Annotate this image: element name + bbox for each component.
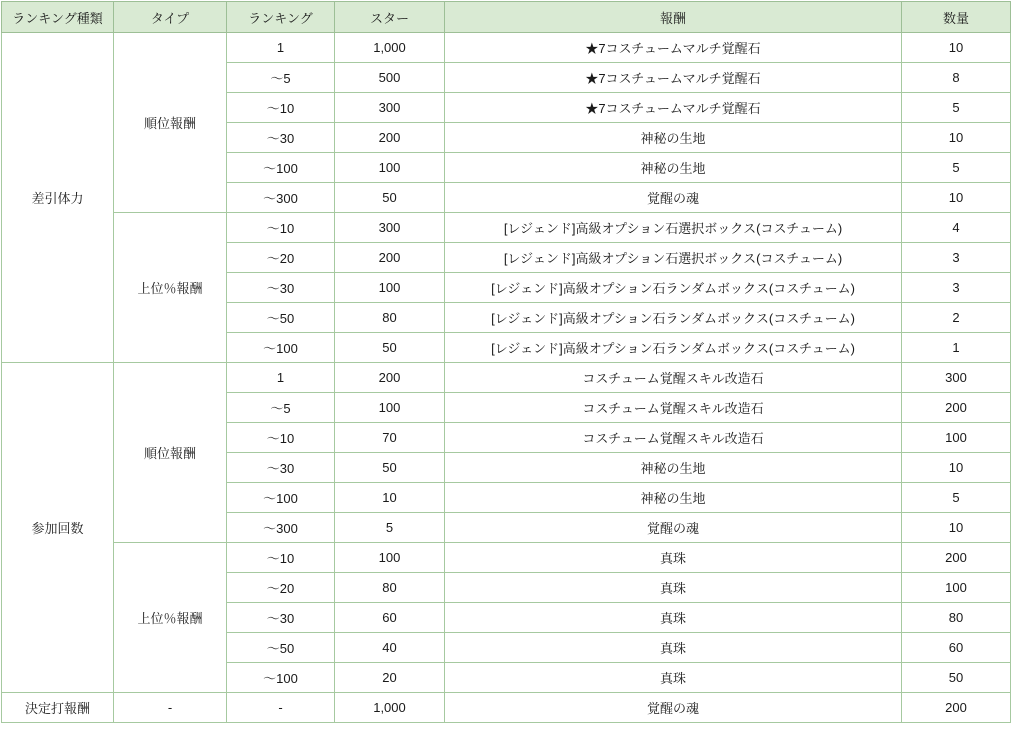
cell-star: 1,000 [335, 693, 445, 723]
cell-quantity: 3 [902, 273, 1011, 303]
cell-ranking: ～100 [227, 663, 335, 693]
cell-quantity: 1 [902, 333, 1011, 363]
cell-reward: 真珠 [445, 663, 902, 693]
cell-reward: 覚醒の魂 [445, 513, 902, 543]
cell-star: 10 [335, 483, 445, 513]
cell-star: 20 [335, 663, 445, 693]
cell-ranking: ～30 [227, 453, 335, 483]
cell-ranking: ～30 [227, 123, 335, 153]
cell-reward: コスチューム覚醒スキル改造石 [445, 393, 902, 423]
cell-quantity: 50 [902, 663, 1011, 693]
cell-quantity: 200 [902, 393, 1011, 423]
cell-quantity: 300 [902, 363, 1011, 393]
cell-reward: 真珠 [445, 543, 902, 573]
cell-star: 200 [335, 123, 445, 153]
cell-star: 1,000 [335, 33, 445, 63]
cell-type: - [114, 693, 227, 723]
column-header-type: タイプ [114, 2, 227, 33]
cell-type: 上位％報酬 [114, 213, 227, 363]
cell-star: 100 [335, 153, 445, 183]
cell-ranking: ～5 [227, 393, 335, 423]
cell-reward: コスチューム覚醒スキル改造石 [445, 423, 902, 453]
cell-reward: [レジェンド]高級オプション石ランダムボックス(コスチューム) [445, 273, 902, 303]
cell-ranking: ～10 [227, 543, 335, 573]
table-row [2, 363, 1011, 393]
cell-reward: [レジェンド]高級オプション石選択ボックス(コスチューム) [445, 243, 902, 273]
cell-reward: 神秘の生地 [445, 153, 902, 183]
table-row [2, 543, 1011, 573]
cell-type: 順位報酬 [114, 33, 227, 213]
cell-ranking: ～10 [227, 213, 335, 243]
column-header-ranking-kind: ランキング種類 [2, 2, 114, 33]
cell-reward: 真珠 [445, 633, 902, 663]
cell-reward: 神秘の生地 [445, 453, 902, 483]
table-row [2, 33, 1011, 63]
column-header-ranking: ランキング [227, 2, 335, 33]
cell-reward: 覚醒の魂 [445, 693, 902, 723]
reward-table [1, 1, 1011, 723]
table-header [2, 2, 1011, 33]
table-row [2, 213, 1011, 243]
cell-reward: ★7コスチュームマルチ覚醒石 [445, 63, 902, 93]
cell-quantity: 10 [902, 183, 1011, 213]
cell-star: 100 [335, 273, 445, 303]
cell-star: 200 [335, 363, 445, 393]
cell-ranking-kind: 決定打報酬 [2, 693, 114, 723]
cell-ranking: ～20 [227, 573, 335, 603]
cell-reward: ★7コスチュームマルチ覚醒石 [445, 93, 902, 123]
cell-star: 100 [335, 543, 445, 573]
cell-star: 50 [335, 453, 445, 483]
cell-star: 500 [335, 63, 445, 93]
cell-reward: [レジェンド]高級オプション石選択ボックス(コスチューム) [445, 213, 902, 243]
cell-quantity: 5 [902, 153, 1011, 183]
cell-star: 300 [335, 213, 445, 243]
cell-ranking: 1 [227, 363, 335, 393]
cell-ranking: ～100 [227, 483, 335, 513]
cell-quantity: 10 [902, 123, 1011, 153]
cell-ranking: ～100 [227, 153, 335, 183]
cell-star: 70 [335, 423, 445, 453]
cell-reward: [レジェンド]高級オプション石ランダムボックス(コスチューム) [445, 333, 902, 363]
cell-ranking: ～50 [227, 633, 335, 663]
cell-ranking-kind: 差引体力 [2, 33, 114, 363]
cell-ranking: ～100 [227, 333, 335, 363]
cell-ranking: ～5 [227, 63, 335, 93]
cell-quantity: 100 [902, 423, 1011, 453]
column-header-quantity: 数量 [902, 2, 1011, 33]
cell-ranking: ～300 [227, 183, 335, 213]
cell-quantity: 200 [902, 543, 1011, 573]
cell-star: 50 [335, 333, 445, 363]
cell-quantity: 5 [902, 483, 1011, 513]
cell-quantity: 200 [902, 693, 1011, 723]
cell-ranking: 1 [227, 33, 335, 63]
cell-quantity: 3 [902, 243, 1011, 273]
cell-quantity: 100 [902, 573, 1011, 603]
cell-quantity: 4 [902, 213, 1011, 243]
cell-ranking: ～50 [227, 303, 335, 333]
cell-reward: 真珠 [445, 603, 902, 633]
cell-quantity: 60 [902, 633, 1011, 663]
cell-star: 300 [335, 93, 445, 123]
cell-reward: 神秘の生地 [445, 483, 902, 513]
table-header-row [2, 2, 1011, 33]
cell-ranking: ～300 [227, 513, 335, 543]
cell-quantity: 10 [902, 513, 1011, 543]
column-header-reward: 報酬 [445, 2, 902, 33]
cell-ranking: ～10 [227, 93, 335, 123]
cell-star: 5 [335, 513, 445, 543]
table-body [2, 33, 1011, 723]
cell-star: 80 [335, 303, 445, 333]
cell-ranking: ～30 [227, 603, 335, 633]
cell-quantity: 10 [902, 453, 1011, 483]
cell-star: 100 [335, 393, 445, 423]
cell-quantity: 2 [902, 303, 1011, 333]
cell-quantity: 10 [902, 33, 1011, 63]
cell-reward: 神秘の生地 [445, 123, 902, 153]
cell-ranking-kind: 参加回数 [2, 363, 114, 693]
table-row [2, 693, 1011, 723]
cell-ranking: ～30 [227, 273, 335, 303]
cell-star: 40 [335, 633, 445, 663]
cell-ranking: ～20 [227, 243, 335, 273]
cell-type: 上位％報酬 [114, 543, 227, 693]
cell-quantity: 5 [902, 93, 1011, 123]
cell-reward: コスチューム覚醒スキル改造石 [445, 363, 902, 393]
cell-quantity: 8 [902, 63, 1011, 93]
cell-star: 200 [335, 243, 445, 273]
cell-ranking: ～10 [227, 423, 335, 453]
cell-star: 60 [335, 603, 445, 633]
cell-reward: 真珠 [445, 573, 902, 603]
column-header-star: スター [335, 2, 445, 33]
cell-star: 80 [335, 573, 445, 603]
cell-reward: ★7コスチュームマルチ覚醒石 [445, 33, 902, 63]
cell-reward: [レジェンド]高級オプション石ランダムボックス(コスチューム) [445, 303, 902, 333]
cell-quantity: 80 [902, 603, 1011, 633]
cell-type: 順位報酬 [114, 363, 227, 543]
cell-ranking: - [227, 693, 335, 723]
cell-star: 50 [335, 183, 445, 213]
cell-reward: 覚醒の魂 [445, 183, 902, 213]
